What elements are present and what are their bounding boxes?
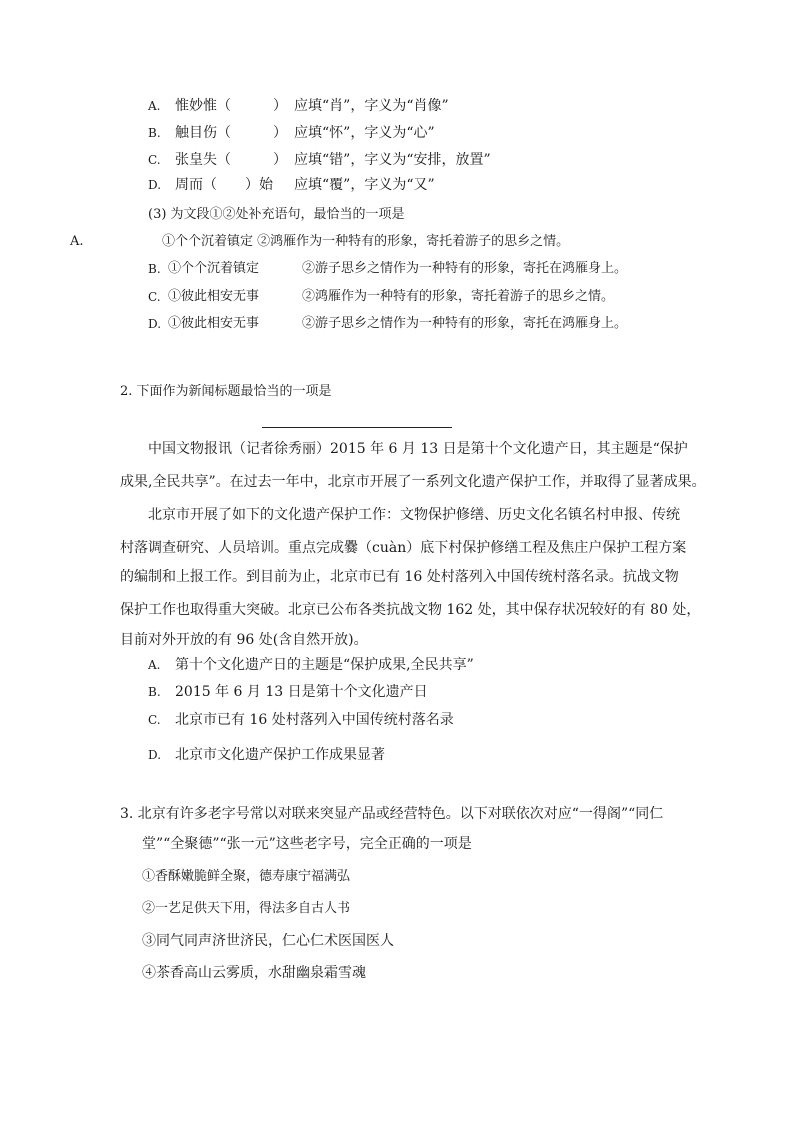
option-word: 周而（ ）始: [175, 177, 273, 193]
option-label: D.: [148, 317, 162, 331]
option-note: 应填“肖”，字义为“肖像”: [294, 98, 449, 114]
question-stem: (3) 为文段①②处补充语句，最恰当的一项是: [148, 207, 405, 222]
option-part1: ①彼此相安无事: [168, 316, 260, 331]
option-text: ①个个沉着镇定 ②鸿雁作为一种特有的形象，寄托着游子的思乡之情。: [162, 234, 570, 249]
couplet: ②一艺足供天下用，得法多自古人书: [142, 901, 351, 916]
option-note: 应填“错”，字义为“安排，放置”: [294, 152, 491, 168]
paragraph-line: 北京市开展了如下的文化遗产保护工作：文物保护修缮、历史文化名镇名村申报、传统: [148, 507, 680, 523]
option-note: 应填“怀”，字义为“心”: [294, 125, 435, 141]
option-text: 第十个文化遗产日的主题是“保护成果,全民共享”: [175, 657, 474, 673]
option-label: B.: [148, 126, 161, 140]
option-text: 北京市文化遗产保护工作成果显著: [175, 747, 385, 763]
question-stem: 2. 下面作为新闻标题最恰当的一项是: [120, 384, 332, 399]
question-stem: 堂”“全聚德”“张一元”这些老字号，完全正确的一项是: [142, 836, 472, 852]
option-part1: ①个个沉着镇定: [168, 261, 260, 276]
option-label: C.: [148, 153, 161, 167]
paragraph-line: 村落调查研究、人员培训。重点完成爨（cuàn）底下村保护修缮工程及焦庄户保护工程方案: [120, 540, 687, 556]
paragraph-line: 中国文物报讯（记者徐秀丽）2015 年 6 月 13 日是第十个文化遗产日，其主题是“保护: [148, 441, 688, 457]
option-part2: ②鸿雁作为一种特有的形象，寄托着游子的思乡之情。: [302, 289, 615, 304]
option-note: 应填“覆”，字义为“又”: [294, 177, 435, 193]
option-part1: ①彼此相安无事: [168, 289, 260, 304]
title-blank-line: [262, 427, 452, 428]
option-label: C.: [148, 290, 161, 304]
question-stem: 3. 北京有许多老字号常以对联来突显产品或经营特色。以下对联依次对应“一得阁”“同仁: [120, 806, 664, 822]
option-label: D.: [148, 178, 162, 192]
option-label: B.: [148, 262, 161, 276]
paragraph-line: 成果,全民共享”。在过去一年中，北京市开展了一系列文化遗产保护工作，并取得了显著成果。: [120, 474, 706, 490]
option-label: C.: [148, 713, 161, 727]
option-word: 张皇失（ ）: [175, 152, 287, 168]
option-label: B.: [148, 685, 161, 699]
paragraph-line: 的编制和上报工作。到目前为止，北京市已有 16 处村落列入中国传统村落名录。抗战文物: [120, 569, 679, 585]
option-part2: ②游子思乡之情作为一种特有的形象，寄托在鸿雁身上。: [302, 261, 628, 276]
paragraph-line: 目前对外开放的有 96 处(含自然开放)。: [120, 632, 368, 648]
option-label: A.: [70, 234, 84, 249]
couplet: ①香酥嫩脆鲜全聚，德寿康宁福满弘: [142, 869, 351, 884]
couplet: ④茶香高山云雾质，水甜幽泉霜雪魂: [142, 965, 366, 981]
option-part2: ②游子思乡之情作为一种特有的形象，寄托在鸿雁身上。: [302, 316, 628, 331]
option-label: A.: [148, 658, 161, 672]
couplet: ③同气同声济世济民，仁心仁术医国医人: [142, 933, 394, 949]
option-word: 触目伤（ ）: [175, 125, 287, 141]
option-text: 北京市已有 16 处村落列入中国传统村落名录: [175, 712, 454, 728]
paragraph-line: 保护工作也取得重大突破。北京已公布各类抗战文物 162 处，其中保存状况较好的有 80 处，: [120, 602, 701, 618]
option-word: 惟妙惟（ ）: [175, 98, 287, 114]
option-text: 2015 年 6 月 13 日是第十个文化遗产日: [175, 684, 428, 700]
option-label: A.: [148, 99, 161, 113]
option-label: D.: [148, 748, 162, 762]
